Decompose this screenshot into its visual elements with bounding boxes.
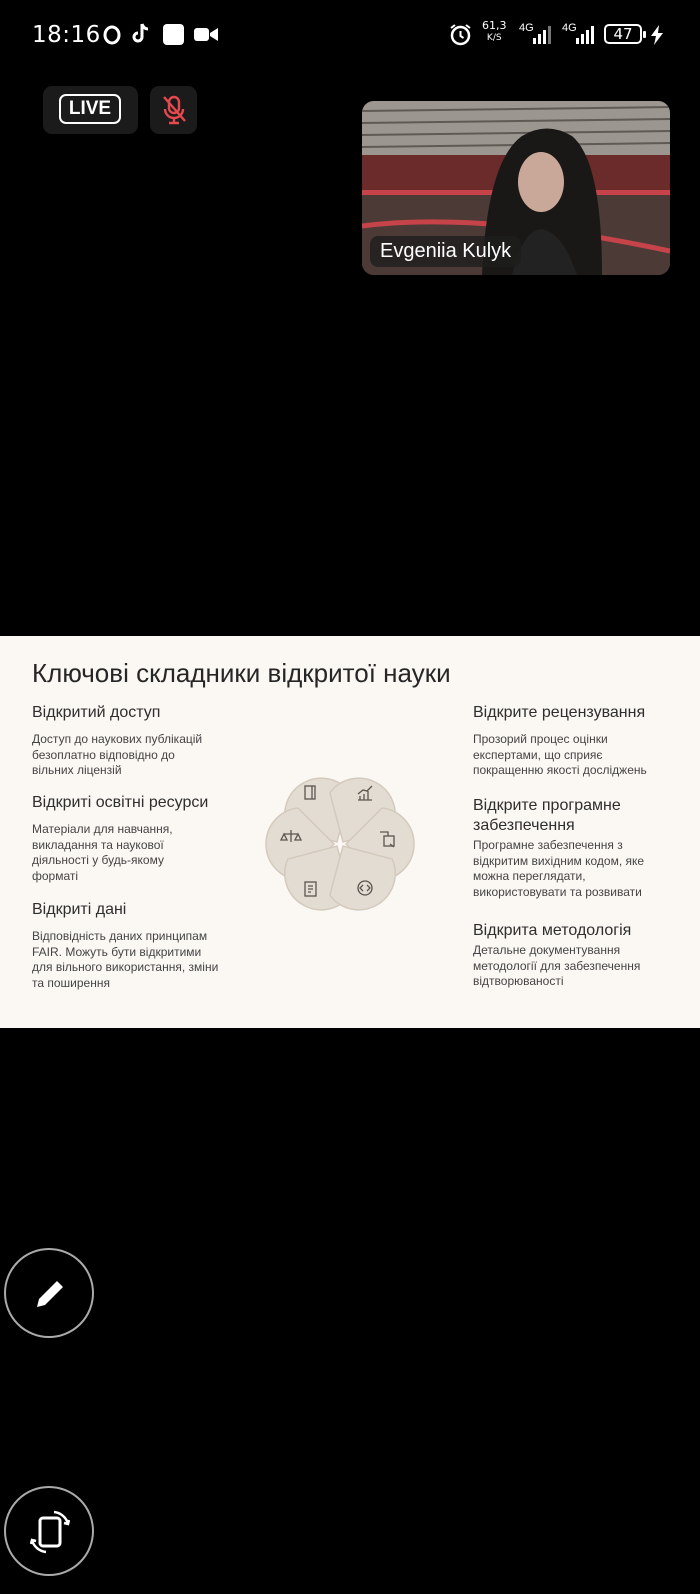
block-title: Відкрита методологія bbox=[473, 922, 632, 939]
network-speed: 61,3 K/S bbox=[482, 19, 507, 43]
open-data-block bbox=[32, 900, 247, 991]
rotate-screen-icon bbox=[30, 1510, 70, 1554]
alarm-icon bbox=[449, 23, 472, 46]
edit-pencil-icon bbox=[33, 1277, 67, 1311]
open-peer-review-block bbox=[473, 703, 688, 779]
participant-name: Evgeniia Kulyk bbox=[370, 236, 521, 267]
live-indicator bbox=[43, 86, 138, 134]
open-educational-resources-block bbox=[32, 793, 242, 884]
block-title: Відкриті освітні ресурси bbox=[32, 794, 209, 811]
opera-icon bbox=[103, 25, 121, 45]
live-label: LIVE bbox=[59, 94, 121, 124]
tiktok-icon bbox=[131, 22, 151, 46]
block-description: Прозорий процес оцінки експертами, що сприяє покращенню якості досліджень bbox=[473, 732, 647, 777]
slide-title: Ключові складники відкритої науки bbox=[32, 658, 451, 688]
annotate-button[interactable] bbox=[4, 1248, 94, 1338]
block-title: Відкрите програмне забезпечення bbox=[473, 797, 621, 834]
open-source-software-block bbox=[473, 796, 688, 900]
battery-indicator: 47 bbox=[604, 24, 642, 44]
signal-bars-icon-1 bbox=[533, 26, 553, 44]
app-square-icon bbox=[163, 24, 184, 45]
signal-label-1: 4G bbox=[519, 22, 534, 34]
block-description: Детальне документування методології для забезпечення відтворюваності bbox=[473, 943, 641, 988]
block-description: Матеріали для навчання, викладання та наукової діяльності у будь-якому форматі bbox=[32, 822, 173, 883]
block-title: Відкрите рецензування bbox=[473, 704, 646, 721]
clock-time: 18:16 bbox=[32, 22, 101, 48]
block-description: Програмне забезпечення з відкритим вихідним кодом, яке можна переглядати, використовувати та розвивати bbox=[473, 838, 645, 899]
rotate-screen-button[interactable] bbox=[4, 1486, 94, 1576]
block-title: Відкритий доступ bbox=[32, 704, 161, 721]
signal-label-2: 4G bbox=[562, 22, 577, 34]
block-description: Доступ до наукових публікацій безоплатно відповідно до вільних ліцензій bbox=[32, 732, 203, 777]
mic-off-icon bbox=[161, 95, 187, 125]
shared-slide bbox=[0, 636, 700, 1028]
open-methodology-block bbox=[473, 921, 688, 990]
participant-video-tile[interactable] bbox=[362, 101, 670, 275]
status-bar bbox=[0, 0, 700, 70]
block-title: Відкриті дані bbox=[32, 901, 127, 918]
signal-bars-icon-2 bbox=[576, 26, 596, 44]
video-camera-icon bbox=[194, 27, 218, 42]
block-description: Відповідність даних принципам FAIR. Можуть бути відкритими для вільного використання, зміни та поширення bbox=[32, 929, 219, 990]
charging-bolt-icon bbox=[650, 25, 664, 45]
petal-diagram bbox=[232, 746, 448, 942]
mute-button[interactable] bbox=[150, 86, 197, 134]
open-access-block bbox=[32, 703, 242, 779]
